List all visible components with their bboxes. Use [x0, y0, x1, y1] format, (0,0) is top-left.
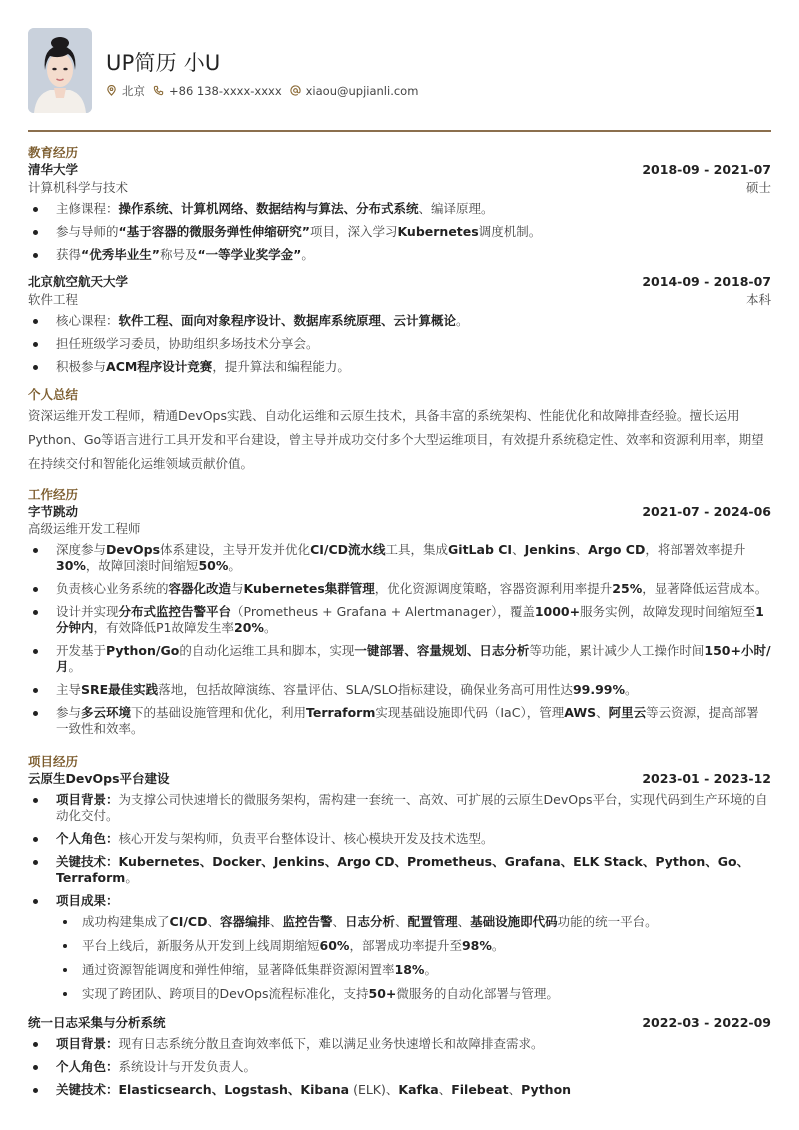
emphasis-text: 1分钟内: [56, 604, 764, 635]
project-entry: [28, 770, 771, 1002]
bullet-text: 为支撑公司快速增长的微服务架构，需构建一套统一、高效、可扩展的云原生DevOps平台，实现代码到生产环境的自动化交付。: [56, 792, 768, 823]
project-name: 统一日志采集与分析系统: [28, 1015, 166, 1030]
emphasis-text: 18%: [394, 962, 425, 977]
emphasis-text: 25%: [612, 581, 643, 596]
list-item: [28, 224, 771, 240]
summary-text: 资深运维开发工程师，精通DevOps实践、自动化运维和云原生技术，具备丰富的系统架构、性能优化和故障排查经验。擅长运用Python、Go等语言进行工具开发和平台建设，曾主导并成功交付多个大型运维项目，有效提升系统稳定性、效率和资源利用率，期望在持续交付和智能化运维领域贡献价值。: [28, 408, 764, 471]
bullet-text: （Prometheus + Grafana + Alertmanager），覆盖: [231, 604, 535, 619]
bullet-text: 、: [596, 705, 609, 720]
bullet-text: ，故障回滚时间缩短: [85, 558, 199, 573]
emphasis-text: 关键技术：: [56, 1082, 119, 1097]
portrait-image: [28, 28, 92, 113]
emphasis-text: 99.99%: [572, 682, 626, 697]
degree: 本科: [745, 292, 771, 307]
contact-location: [106, 83, 145, 99]
emphasis-text: Python/Go: [106, 643, 180, 658]
emphasis-text: CI/CD流水线: [310, 542, 386, 557]
emphasis-text: Elasticsearch、Logstash、Kibana: [118, 1082, 350, 1097]
bullet-text: 落地，包括故障演练、容量评估、SLA/SLO指标建设，确保业务高可用性达: [158, 682, 573, 697]
bullet-text: 功能的统一平台。: [557, 914, 658, 929]
education-entry: [28, 273, 771, 375]
bullet-text: 获得: [56, 247, 82, 262]
emphasis-text: 关键技术：: [56, 854, 119, 869]
emphasis-text: 一键部署、容量规划、日志分析: [354, 643, 530, 658]
projects-section: [28, 754, 771, 1098]
emphasis-text: ACM程序设计竞赛: [106, 359, 213, 374]
project-results-list: [56, 914, 771, 1002]
resume-header: [28, 28, 426, 113]
contact-info: [106, 83, 426, 99]
bullet-text: 下的基础设施管理和优化，利用: [131, 705, 307, 720]
bullet-text: 。: [125, 870, 138, 885]
list-item: [28, 336, 771, 352]
list-item: [28, 581, 771, 597]
bullet-text: 与: [231, 581, 244, 596]
bullet-text: 调度机制。: [478, 224, 542, 239]
email-text[interactable]: xiaou@upjianli.com: [305, 83, 419, 98]
project-entry: [28, 1014, 771, 1098]
emphasis-text: 容器编排: [219, 914, 270, 929]
bullet-text: 项目，深入学习: [309, 224, 398, 239]
bullet-text: ，将部署效率提升: [645, 542, 746, 557]
bullet-text: 、: [332, 914, 346, 929]
list-item: [56, 986, 771, 1002]
bullet-text: 。: [456, 313, 469, 328]
emphasis-text: 监控告警: [282, 914, 333, 929]
emphasis-text: 项目背景：: [56, 792, 119, 807]
list-item: [28, 1036, 771, 1052]
bullet-text: 系统设计与开发负责人。: [118, 1059, 257, 1074]
list-item: [28, 313, 771, 329]
emphasis-text: 基础设施即代码: [470, 914, 558, 929]
school-name: 清华大学: [28, 162, 79, 177]
bullet-text: 。: [68, 659, 82, 674]
list-item: [28, 359, 771, 375]
section-title-work: 工作经历: [28, 487, 79, 502]
list-item: [56, 938, 771, 954]
bullet-text: ，提升算法和编程能力。: [212, 359, 350, 374]
bullet-text: 、: [575, 542, 589, 557]
emphasis-text: “优秀毕业生”: [81, 247, 160, 262]
emphasis-text: 60%: [319, 938, 350, 953]
bullet-text: 参与: [56, 705, 82, 720]
emphasis-text: AWS: [564, 705, 597, 720]
project-bullets: [28, 1036, 771, 1098]
list-item: [28, 1059, 771, 1075]
work-date: 2021-07 - 2024-06: [642, 504, 771, 519]
section-title-summary: 个人总结: [28, 387, 79, 402]
bullet-text: (ELK)、: [349, 1082, 399, 1097]
bullet-text: 现有日志系统分散且查询效率低下，难以满足业务快速增长和故障排查需求。: [118, 1036, 544, 1051]
emphasis-text: 项目成果：: [56, 893, 119, 908]
list-item: [28, 604, 771, 636]
contact-email[interactable]: [290, 84, 419, 98]
bullet-text: 实现了跨团队、跨项目的DevOps流程标准化，支持: [82, 986, 369, 1001]
emphasis-text: Kubernetes: [397, 224, 479, 239]
bullet-text: ，显著降低运营成本。: [642, 581, 768, 596]
bullet-text: 体系建设，主导开发并优化: [160, 542, 311, 557]
bullet-text: 。: [424, 962, 437, 977]
emphasis-text: Filebeat: [451, 1082, 509, 1097]
company-name: 字节跳动: [28, 504, 79, 519]
degree: 硕士: [745, 180, 771, 195]
work-section: [28, 487, 771, 737]
resume-body: [28, 145, 771, 1105]
emphasis-text: 30%: [56, 558, 86, 573]
bullet-text: ，部署成功率提升至: [349, 938, 462, 953]
bullet-text: 工具，集成: [385, 542, 449, 557]
list-item: [28, 1082, 771, 1098]
list-item: [28, 705, 771, 737]
emphasis-text: GitLab CI: [448, 542, 513, 557]
major: 软件工程: [28, 292, 79, 307]
emphasis-text: Kubernetes、Docker、Jenkins、Argo CD、Prometheus、Grafana、ELK Stack、Python、Go、Terraform: [56, 854, 750, 885]
emphasis-text: Python: [521, 1082, 572, 1097]
bullet-text: 、: [207, 914, 220, 929]
bullet-text: 负责核心业务系统的: [56, 581, 169, 596]
bullet-text: 。: [491, 938, 505, 953]
bullet-text: 、: [270, 914, 283, 929]
location-icon: [106, 85, 117, 96]
work-bullets: [28, 542, 771, 737]
location-text: 北京: [122, 83, 145, 98]
list-item: [28, 643, 771, 675]
section-title-education: 教育经历: [28, 145, 79, 160]
education-date: 2018-09 - 2021-07: [642, 162, 771, 177]
summary-section: [28, 387, 771, 476]
list-item: [28, 831, 771, 847]
bullet-text: 等云资源，提高部署一致性和效率。: [56, 705, 759, 736]
emphasis-text: 软件工程、面向对象程序设计、数据库系统原理、云计算概论: [118, 313, 457, 328]
phone-text: +86 138-xxxx-xxxx: [169, 83, 282, 98]
list-item: [28, 682, 771, 698]
emphasis-text: 日志分析: [345, 914, 396, 929]
bullet-text: 担任班级学习委员，协助组织多场技术分享会。: [56, 336, 319, 351]
bullet-text: 深度参与: [56, 542, 107, 557]
bullet-text: 开发基于: [56, 643, 107, 658]
bullet-text: 设计并实现: [56, 604, 119, 619]
emphasis-text: “基于容器的微服务弹性伸缩研究”: [118, 224, 310, 239]
emphasis-text: 分布式监控告警平台: [118, 604, 232, 619]
emphasis-text: DevOps: [106, 542, 161, 557]
bullet-text: 、: [508, 1082, 522, 1097]
emphasis-text: 150+小时/月: [56, 643, 771, 674]
project-date: 2022-03 - 2022-09: [642, 1015, 771, 1030]
bullet-text: 平台上线后，新服务从开发到上线周期缩短: [82, 938, 320, 953]
list-item: [28, 542, 771, 574]
work-entry: [28, 503, 771, 737]
bullet-text: 、: [395, 914, 408, 929]
bullet-text: 。: [301, 247, 314, 262]
bullet-text: 服务实例，故障发现时间缩短至: [580, 604, 756, 619]
email-icon: [290, 85, 301, 96]
education-date: 2014-09 - 2018-07: [642, 274, 771, 289]
emphasis-text: Argo CD: [588, 542, 646, 557]
emphasis-text: 1000+: [534, 604, 581, 619]
bullet-text: 核心开发与架构师，负责平台整体设计、核心模块开发及技术选型。: [118, 831, 494, 846]
bullet-text: 微服务的自动化部署与管理。: [396, 986, 559, 1001]
phone-icon: [153, 85, 164, 96]
list-item: [56, 914, 771, 930]
emphasis-text: 配置管理: [407, 914, 458, 929]
school-name: 北京航空航天大学: [28, 274, 129, 289]
emphasis-text: Kafka: [398, 1082, 439, 1097]
bullet-text: 的自动化运维工具和脚本，实现: [179, 643, 355, 658]
emphasis-text: 50+: [368, 986, 397, 1001]
bullet-text: 。: [263, 620, 277, 635]
emphasis-text: 容器化改造: [168, 581, 232, 596]
section-title-projects: 项目经历: [28, 754, 79, 769]
bullet-text: ，有效降低P1故障发生率: [93, 620, 235, 635]
bullet-text: 称号及: [159, 247, 198, 262]
emphasis-text: Kubernetes集群管理: [243, 581, 375, 596]
candidate-name: UP简历 小U: [106, 50, 221, 75]
list-item: [56, 962, 771, 978]
bullet-text: 实现基础设施即代码（IaC），管理: [375, 705, 565, 720]
bullet-text: 积极参与: [56, 359, 107, 374]
bullet-text: 。: [228, 558, 241, 573]
bullet-text: 主修课程：: [56, 201, 119, 216]
education-entry: [28, 161, 771, 263]
list-item: [28, 792, 771, 824]
emphasis-text: 多云环境: [81, 705, 132, 720]
bullet-text: 成功构建集成了: [82, 914, 170, 929]
project-date: 2023-01 - 2023-12: [642, 771, 771, 786]
emphasis-text: 操作系统、计算机网络、数据结构与算法、分布式系统: [118, 201, 419, 216]
emphasis-text: Terraform: [306, 705, 376, 720]
avatar: [28, 28, 92, 113]
list-item: [28, 201, 771, 217]
bullet-text: 通过资源智能调度和弹性伸缩，显著降低集群资源闲置率: [82, 962, 395, 977]
bullet-text: 、编译原理。: [418, 201, 494, 216]
emphasis-text: 个人角色：: [56, 831, 119, 846]
education-bullets: [28, 201, 771, 263]
emphasis-text: CI/CD: [169, 914, 208, 929]
bullet-text: 。: [625, 682, 638, 697]
bullet-text: 、: [457, 914, 471, 929]
project-name: 云原生DevOps平台建设: [28, 771, 170, 786]
emphasis-text: SRE最佳实践: [81, 682, 159, 697]
list-item: [28, 854, 771, 886]
bullet-text: 主导: [56, 682, 82, 697]
bullet-text: 、: [512, 542, 525, 557]
contact-phone: [153, 84, 282, 98]
emphasis-text: 个人角色：: [56, 1059, 119, 1074]
project-bullets: [28, 792, 771, 1002]
list-item: [28, 247, 771, 263]
emphasis-text: 98%: [461, 938, 492, 953]
education-bullets: [28, 313, 771, 375]
bullet-text: 等功能，累计减少人工操作时间: [529, 643, 705, 658]
emphasis-text: Jenkins: [524, 542, 576, 557]
list-item: [28, 893, 771, 1002]
bullet-text: 核心课程：: [56, 313, 119, 328]
emphasis-text: 20%: [234, 620, 264, 635]
education-section: [28, 145, 771, 375]
bullet-text: 、: [438, 1082, 452, 1097]
emphasis-text: 项目背景：: [56, 1036, 119, 1051]
header-divider: [28, 130, 771, 132]
bullet-text: ，优化资源调度策略，容器资源利用率提升: [374, 581, 613, 596]
job-role: 高级运维开发工程师: [28, 521, 141, 536]
emphasis-text: 阿里云: [608, 705, 647, 720]
bullet-text: 参与导师的: [56, 224, 119, 239]
major: 计算机科学与技术: [28, 180, 129, 195]
emphasis-text: 50%: [198, 558, 229, 573]
emphasis-text: “一等学业奖学金”: [197, 247, 302, 262]
